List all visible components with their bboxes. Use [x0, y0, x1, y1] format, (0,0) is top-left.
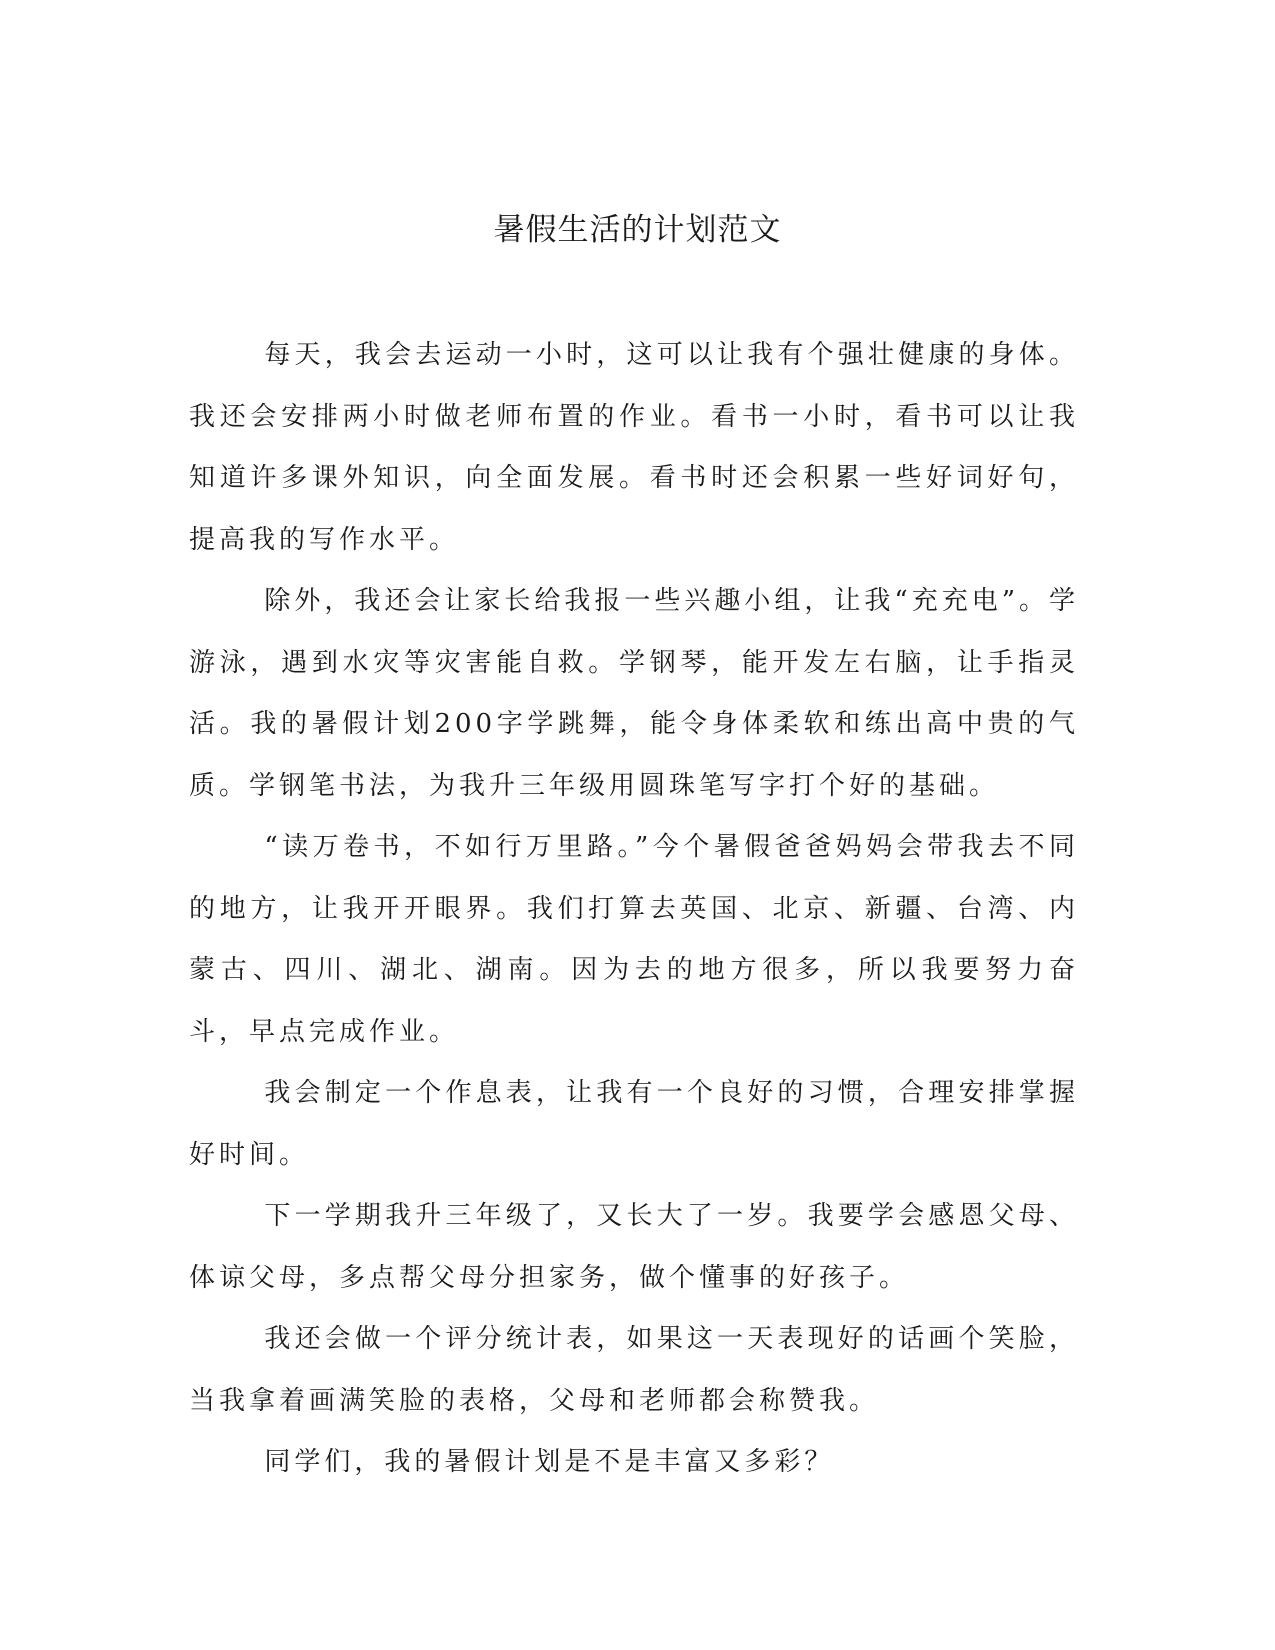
document-title: 暑假生活的计划范文 [493, 212, 782, 248]
paragraph-gratitude: 下一学期我升三年级了，又长大了一岁。我要学会感恩父母、体谅父母，多点帮父母分担家务，做个懂事的好孩子。 [189, 1201, 1079, 1293]
document-body [189, 325, 1079, 1494]
paragraph-schedule: 我会制定一个作息表，让我有一个良好的习惯，合理安排掌握好时间。 [189, 1078, 1079, 1170]
paragraph-daily-routine: 每天，我会去运动一小时，这可以让我有个强壮健康的身体。我还会安排两小时做老师布置的作业。看书一小时，看书可以让我知道许多课外知识，向全面发展。看书时还会积累一些好词好句，提高我的写作水平。 [189, 340, 1079, 555]
paragraph-closing: 同学们，我的暑假计划是不是丰富又多彩？ [264, 1447, 835, 1477]
paragraph-score-table: 我还会做一个评分统计表，如果这一天表现好的话画个笑脸，当我拿着画满笑脸的表格，父母和老师都会称赞我。 [189, 1324, 1079, 1416]
paragraph-travel: “读万卷书，不如行万里路。”今个暑假爸爸妈妈会带我去不同的地方，让我开开眼界。我们打算去英国、北京、新疆、台湾、内蒙古、四川、湖北、湖南。因为去的地方很多，所以我要努力奋斗，早点完成作业。 [189, 832, 1079, 1047]
paragraph-interest-groups: 除外，我还会让家长给我报一些兴趣小组，让我“充充电”。学游泳，遇到水灾等灾害能自救。学钢琴，能开发左右脑，让手指灵活。我的暑假计划200字学跳舞，能令身体柔软和练出高中贵的气质。学钢笔书法，为我升三年级用圆珠笔写字打个好的基础。 [189, 586, 1079, 801]
